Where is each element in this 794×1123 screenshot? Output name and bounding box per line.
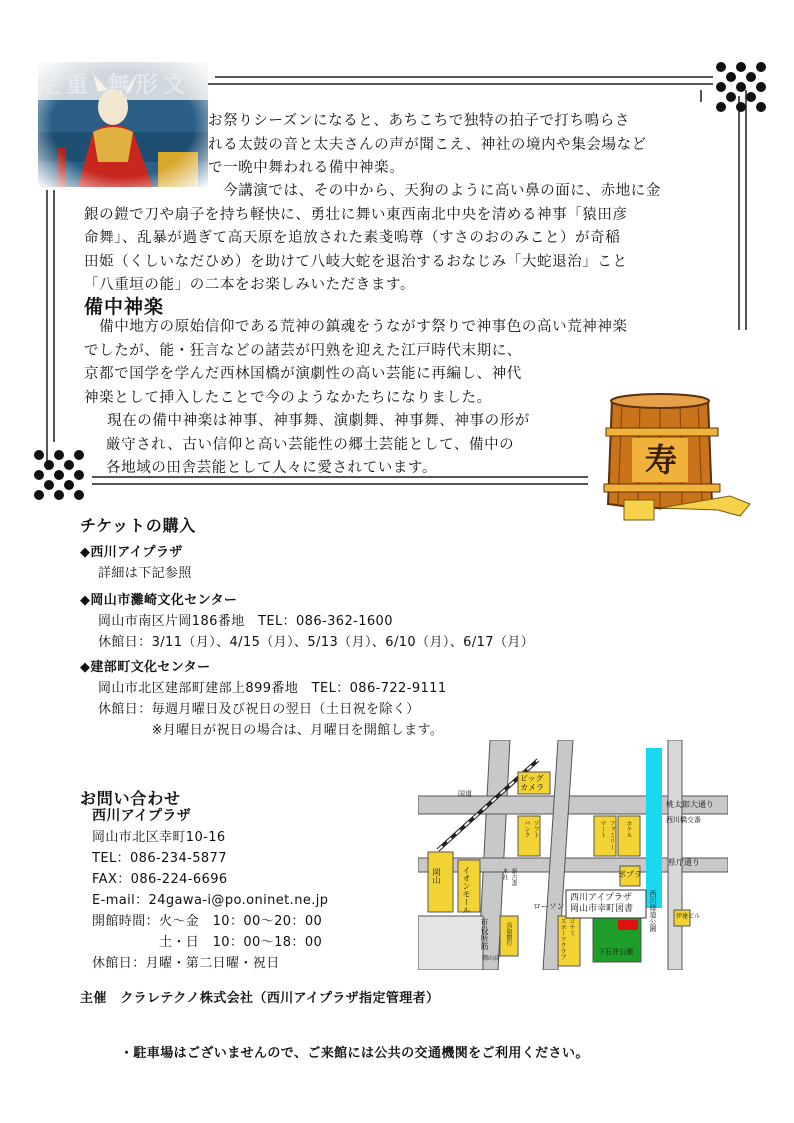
contact-email[interactable]: E-mail：24gawa-i@po.oninet.ne.jp [92,893,329,908]
venue-name: ◆西川アイプラザ [80,545,183,560]
venue-nishigawa [80,542,192,584]
contact-line: 岡山市北区幸町10-16 [92,830,226,845]
intro-paragraph [208,110,647,181]
map-label-chuo: 国道 [458,790,472,798]
kagura-line: 備中地方の原始信仰である荒神の鎮魂をうながす祭りで神事色の高い荒神神楽 [84,319,628,335]
intro-line: 今講演では、その中から、天狗のように高い鼻の面に、赤地に金 [208,183,661,199]
map-label-shimoishii: 下石井公園 [598,948,633,956]
venue-nadasaki [80,590,534,653]
map-label-bic: ビッグ カメラ [520,774,544,792]
map-label-sagyo: ファミリー マート [599,820,615,850]
map-label-konami: コナミ スポーツクラブ [559,918,575,960]
intro-line: お祭りシーズンになると、あちこちで独特の拍子で打ち鳴らさ [208,113,630,129]
map-label-pora: ポプラ [618,870,642,879]
venue-line: 休館日：3/11（月）、4/15（月）、5/13（月）、6/10（月）、6/17（月） [98,635,535,650]
intro-line: 「八重垣の能」の二本をお楽しみいただきます。 [84,277,416,293]
venue-name: ◆建部町文化センター [80,660,211,675]
map-label-tottori: 鳥取銀行 [505,922,512,946]
contact-block [92,806,328,974]
contact-line: 土・日 10：00～18：00 [92,935,323,950]
organizer: 主催 クラレテクノ株式会社（西川アイプラザ指定管理者） [80,991,440,1006]
kagura-line: 現在の備中神楽は神事、神事舞、演劇舞、神事舞、神事の形が [92,413,530,429]
map-label-hotel: ホテル [625,820,632,838]
kagura-line: 厳守され、古い信仰と高い芸能性の郷土芸能として、備中の [106,436,515,453]
map-label-nishigawabashi: 西川橋交番 [666,816,701,824]
map-label-kencho: 県庁通り [668,858,700,867]
venue-line: ※月曜日が祝日の場合は、月曜日を開館します。 [98,723,444,738]
intro-line: れる太鼓の音と太夫さんの声が聞こえ、神社の境内や集会場など [208,136,647,153]
map-label-okayama: 岡山 [432,868,441,884]
map-label-yamato: 岡山店 [482,955,501,962]
intro-line: 銀の鎧で刀や扇子を持ち軽快に、勇壮に舞い東西南北中央を清める神事「猿田彦 [84,206,628,223]
kagura-line: 各地域の田舎芸能として人々に愛されています。 [106,460,438,476]
kagura-line: 京都で国学を学んだ西林国橋が演劇性の高い芸能に再編し、神代 [84,366,522,382]
kagura-photo [38,62,208,187]
kagura-line: 神楽として挿入したことで今のようなかたちになりました。 [84,389,492,406]
map-label-kawa: ソフト バンク [523,820,539,838]
map-label-nishigawa: 西川緑道公園 [649,890,657,932]
parking-note: ・駐車場はございませんので、ご来館には公共の交通機関をご利用ください。 [120,1046,589,1061]
venue-line: 岡山市北区建部町建部上899番地 TEL：086-722-9111 [98,681,447,696]
intro-paragraph-2 [84,180,661,298]
kagura-title: 備中神楽 [84,296,165,318]
barrel-character: 寿 [644,441,677,479]
contact-line: 休館日：月曜・第二日曜・祝日 [92,956,280,971]
contact-line: 開館時間：火～金 10：00～20：00 [92,914,323,929]
kagura-paragraph [84,316,628,481]
map-label-plaza-2: 岡山市幸町図書 [570,904,634,914]
map-label-ito: 伊達ビル [676,913,701,920]
tickets-title: チケットの購入 [80,516,197,535]
sake-barrel-illustration [600,392,760,527]
contact-title: お問い合わせ [80,789,181,808]
contact-line: FAX：086-224-6696 [92,872,228,887]
venue-takebe [80,657,447,741]
photo-banner-text: 定重 無形文 [38,73,192,98]
map-label-kanzai: 新古書 本社 [501,868,517,886]
kagura-line: でしたが、能・狂言などの諸芸が円熟を迎えた江戸時代末期に、 [84,342,522,359]
intro-line: 田姫（くしいなだひめ）を助けて八岐大蛇を退治するおなじみ「大蛇退治」こと [84,253,628,270]
map-label-momotaro: 桃太郎大通り [666,800,714,809]
map-label-plaza-1: 西川アイプラザ [570,893,632,903]
intro-line: で一晩中舞われる備中神楽。 [208,160,405,176]
venue-line: 岡山市南区片岡186番地 TEL：086-362-1600 [98,614,393,629]
venue-line: 詳細は下記参照 [98,566,192,581]
map-label-aeon: イオンモール [462,866,471,914]
contact-line: TEL：086-234-5877 [92,851,227,866]
venue-name: ◆岡山市灘崎文化センター [80,593,238,608]
checker-ornament-top-right [712,58,770,116]
map-label-shiyakusho: 市役所筋 [480,918,489,950]
map-label-lawson: ローソン [533,902,565,911]
intro-line: 命舞」、乱暴が過ぎて高天原を追放された素戔嗚尊（すさのおのみこと）が奇稲 [84,230,621,246]
checker-ornament-bottom-left [30,446,88,504]
contact-name: 西川アイプラザ [92,808,192,824]
access-map [418,740,728,970]
venue-line: 休館日：毎週月曜日及び祝日の翌日（土日祝を除く） [98,702,420,717]
